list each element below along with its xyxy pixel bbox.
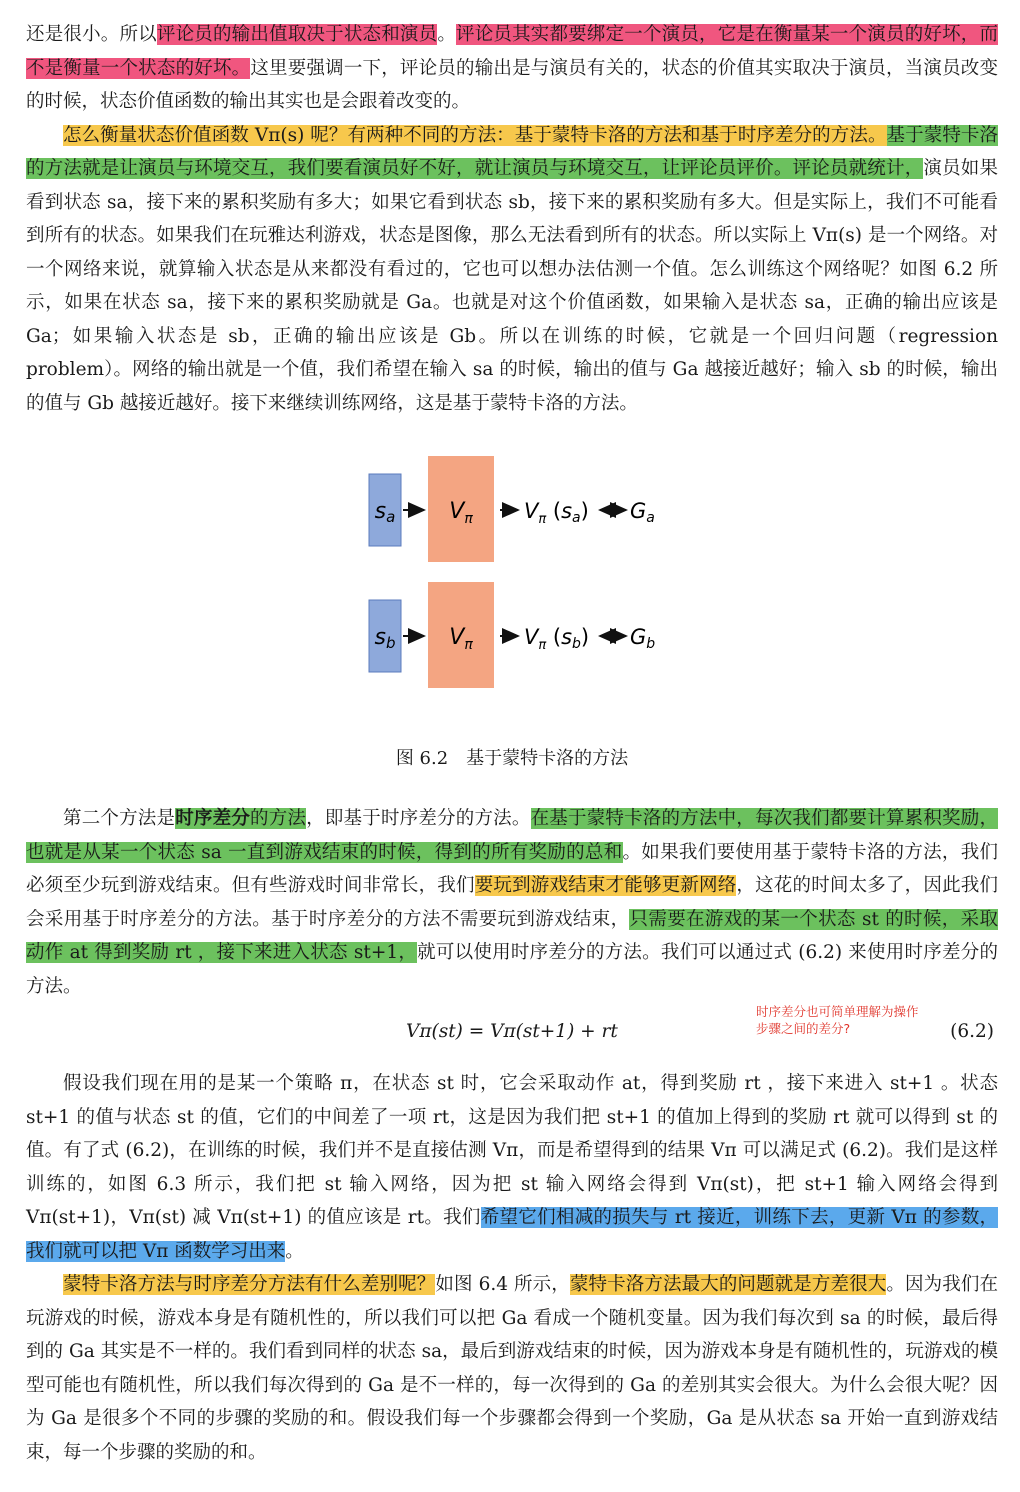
output-label: $V_\pi$ (sa) [524, 499, 589, 527]
paragraph-5 [26, 1268, 998, 1469]
text-span: 就可以使用时序差分的方法。我们可以通过式 (6.2) 来使用时序差分的方法。 [26, 942, 998, 997]
text-span: 第二个方法是 [63, 808, 176, 829]
text-span: ，这花的时间太多了，因此我们会采用基于时序差分的方法。基于时序差分的方法不需要玩到游戏结束， [26, 875, 998, 930]
highlight-yellow: 怎么衡量状态价值函数 Vπ(s) 呢？有两种不同的方法：基于蒙特卡洛的方法和基于时序差分的方法。 [63, 124, 887, 146]
text-span: 的方法 [250, 808, 307, 829]
text-span: 。如果我们要使用基于蒙特卡洛的方法，我们必须至少玩到游戏结束。但有些游戏时间非常长，我们 [26, 841, 998, 896]
diagram-row-b [369, 582, 655, 688]
network-label: $V_\pi$ [449, 625, 473, 653]
text-span: 。因为我们在玩游戏的时候，游戏本身是有随机性的，所以我们可以把 Ga 看成一个随机变量。因为我们每次到 sa 的时候，最后得到的 Ga 其实是不一样的。我们看到同样的状态 sa，最后到游戏结束的时候，因为游戏本身是有随机性的，玩游戏的模型可能也有随机性，所以我们每次得到的 Ga 是不一样的，每一次得到的 Ga 的差别其实会很大。为什么会很大呢？因为 Ga 是很多个不同的步骤的奖励的和。假设我们每一个步骤都会得到一个奖励，Ga 是从状态 sa 开始一直到游戏结束，每一个步骤的奖励的和。 [26, 1274, 998, 1463]
text-span: 。 [437, 24, 457, 45]
text-span: 假设我们现在用的是某一个策略 π，在状态 st 时，它会采取动作 at，得到奖励 rt ，接下来进入 st+1 。状态 st+1 的值与状态 st 的值，它们的中间差了一项 rt，这是因为我们把 st+1 的值加上得到的奖励 rt 就可以得到 st 的值。有了式 (6.2)，在训练的时候，我们并不是直接估测 Vπ，而是希望得到的结果 Vπ 可以满足式 (6.2)。我们是这样训练的，如图 6.3 所示，我们把 st 输入网络，因为把 st 输入网络会得到 Vπ(st)，把 st+1 输入网络会得到 Vπ(st+1)，Vπ(st) 减 Vπ(st+1) 的值应该是 rt。我们 [26, 1073, 998, 1228]
input-label-sa: sa [374, 499, 396, 526]
highlight-green: 基于蒙特卡洛的方法就是让演员与环境交互，我们要看演员好不好，就让演员与环境交互，让评论员评价。评论员就统计， [26, 124, 998, 179]
network-label: $V_\pi$ [449, 499, 473, 527]
highlight-yellow: 要玩到游戏结束才能够更新网络 [474, 875, 737, 896]
equation-6-2 [26, 1003, 998, 1067]
figure-caption: 图 6.2 基于蒙特卡洛的方法 [395, 748, 629, 769]
text-span: 演员如果看到状态 sa，接下来的累积奖励有多大；如果它看到状态 sb，接下来的累积奖励有多大。但是实际上，我们不可能看到所有的状态。如果我们在玩雅达利游戏，状态是图像，那么无法看到所有的状态。所以实际上 Vπ(s) 是一个网络。对一个网络来说，就算输入状态是从来都没有看过的，它也可以想办法估测一个值。怎么训练这个网络呢？如图 6.2 所示，如果在状态 sa，接下来的累积奖励就是 Ga。也就是对这个价值函数，如果输入是状态 sa，正确的输出应该是 Ga；如果输入状态是 sb，正确的输出应该是 Gb。所以在训练的时候，它就是一个回归问题（regression problem）。网络的输出就是一个值，我们希望在输入 sa 的时候，输出的值与 Ga 越接近越好；输入 sb 的时候，输出的值与 Gb 越接近越好。接下来继续训练网络，这是基于蒙特卡洛的方法。 [26, 158, 998, 414]
text-span: 。 [285, 1240, 304, 1262]
paragraph-3 [26, 802, 998, 1003]
paragraph-2 [26, 119, 998, 421]
input-label-sb: sb [374, 625, 396, 652]
output-label: $V_\pi$ (sb) [524, 625, 590, 653]
highlight-yellow: 蒙特卡洛方法与时序差分方法有什么差别呢？ [63, 1274, 436, 1295]
text-span: 这里要强调一下，评论员的输出是与演员有关的，状态的价值其实取决于演员，当演员改变的时候，状态价值函数的输出其实也是会跟着改变的。 [26, 57, 998, 112]
highlight-green: 在基于蒙特卡洛的方法中，每次我们都要计算累积奖励，也就是从某一个状态 sa 一直到游戏结束的时候，得到的所有奖励的总和 [26, 808, 998, 863]
text-span: 如图 6.4 所示， [435, 1274, 570, 1295]
figure-6-2 [26, 434, 998, 734]
equation-text: Vπ(st) = Vπ(st+1) + rt [406, 1021, 618, 1042]
paragraph-1 [26, 18, 998, 119]
highlight-pink: 评论员的输出值取决于状态和演员 [156, 24, 438, 45]
highlight-green: 只需要在游戏的某一个状态 st 的时候，采取动作 at 得到奖励 rt ，接下来进入状态 st+1， [26, 908, 998, 963]
text-span: ，即基于时序差分的方法。 [306, 808, 531, 829]
highlight-green [175, 808, 306, 829]
monte-carlo-diagram [26, 434, 998, 734]
target-label: Ga [630, 499, 655, 526]
text-span: 还是很小。所以 [26, 24, 157, 45]
document-page [26, 18, 998, 1469]
bold-term: 时序差分 [175, 808, 251, 829]
highlight-blue: 希望它们相减的损失与 rt 接近，训练下去，更新 Vπ 的参数，我们就可以把 Vπ 函数学习出来 [26, 1207, 998, 1262]
highlight-pink: 评论员其实都要绑定一个演员，它是在衡量某一个演员的好坏，而不是衡量一个状态的好坏。 [26, 24, 998, 79]
diagram-row-a [369, 456, 655, 562]
paragraph-4 [26, 1067, 998, 1268]
target-label: Gb [630, 625, 656, 652]
equation-number: (6.2) [950, 1021, 994, 1042]
margin-note: 时序差分也可简单理解为操作步骤之间的差分? [756, 1004, 919, 1036]
highlight-yellow: 蒙特卡洛方法最大的问题就是方差很大 [569, 1274, 887, 1295]
